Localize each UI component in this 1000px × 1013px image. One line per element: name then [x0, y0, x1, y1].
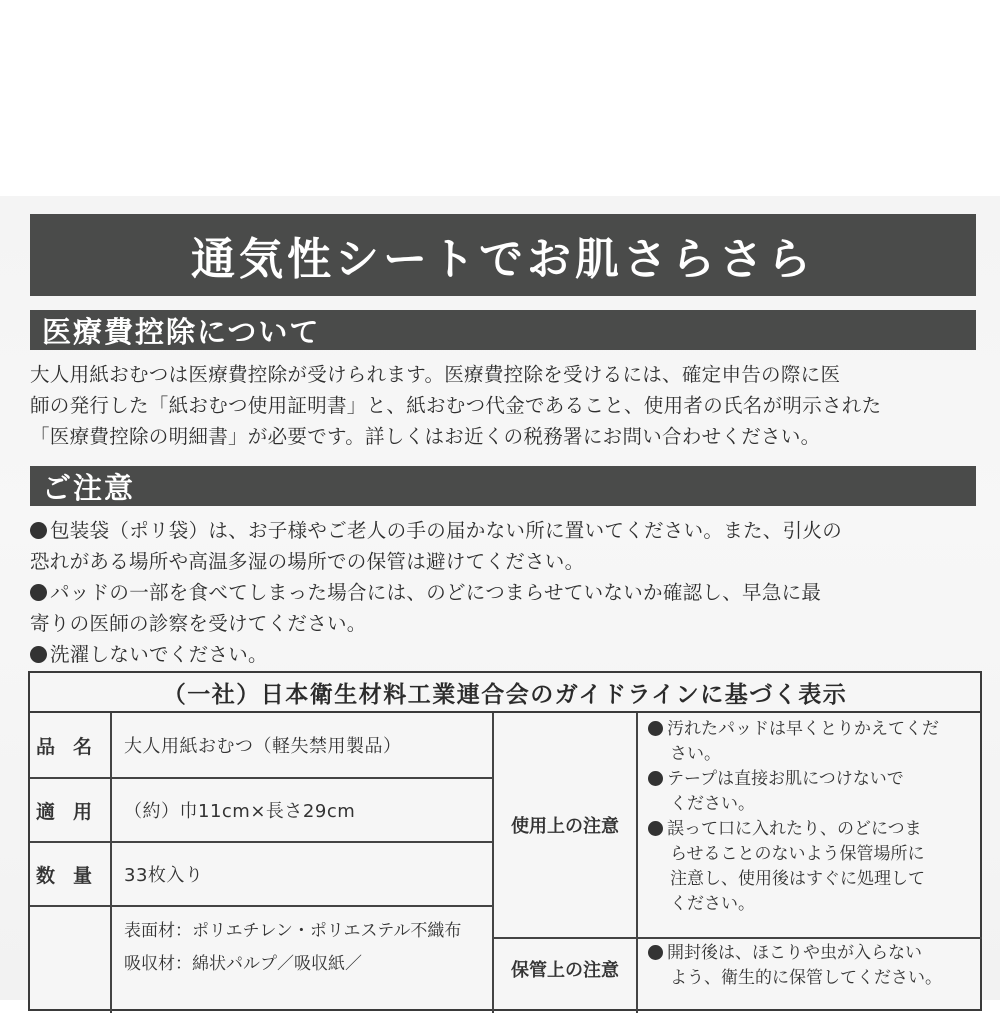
section-heading-caution: ご注意 — [30, 466, 976, 506]
bullet-icon — [648, 945, 663, 960]
note-item: 開封後は、ほこりや虫が入らない — [648, 941, 982, 966]
section-heading-medical-deduction: 医療費控除について — [30, 310, 976, 350]
note-line: よう、衛生的に保管してください。 — [670, 968, 942, 988]
bullet-icon — [648, 821, 663, 836]
note-line: ください。 — [670, 894, 755, 914]
note-item: 誤って口に入れたり、のどにつま — [648, 817, 982, 842]
bullet-icon — [30, 646, 47, 663]
paragraph-line: 「医療費控除の明細書」が必要です。詳しくはお近くの税務署にお問い合わせください。 — [30, 425, 821, 448]
bullet-icon — [30, 584, 47, 601]
label-product-name: 品名 — [36, 735, 111, 758]
list-item: 洗濯しないでください。 — [30, 639, 995, 670]
list-item-continuation: 恐れがある場所や高温多湿の場所での保管は避けてください。 — [30, 550, 585, 573]
guideline-table — [28, 671, 982, 1011]
value-quantity: 33枚入り — [124, 865, 204, 886]
note-line: ください。 — [670, 794, 755, 814]
note-item: 汚れたパッドは早くとりかえてくだ — [648, 717, 982, 742]
bullet-icon — [30, 522, 47, 539]
storage-caution-notes — [638, 941, 982, 1001]
label-storage-caution: 保管上の注意 — [511, 960, 619, 981]
list-item: パッドの一部を食べてしまった場合には、のどにつまらせていないか確認し、早急に最 — [30, 577, 995, 608]
banner-title: 通気性シートでお肌さらさら — [30, 214, 976, 296]
caution-list — [30, 515, 995, 670]
label-usage-caution: 使用上の注意 — [511, 816, 619, 837]
note-line: さい。 — [670, 744, 721, 764]
list-item-continuation: 寄りの医師の診察を受けてください。 — [30, 612, 367, 635]
bullet-icon — [648, 721, 663, 736]
value-product-name: 大人用紙おむつ（軽失禁用製品） — [124, 736, 402, 757]
value-materials — [112, 907, 492, 1013]
paragraph-line: 大人用紙おむつは医療費控除が受けられます。医療費控除を受けるには、確定申告の際に医 — [30, 363, 841, 386]
note-line: らせることのないよう保管場所に — [670, 844, 925, 864]
bullet-icon — [648, 771, 663, 786]
list-item: 包装袋（ポリ袋）は、お子様やご老人の手の届かない所に置いてください。また、引火の — [30, 515, 995, 546]
label-size: 適用 — [36, 800, 111, 823]
paragraph-line: 師の発行した「紙おむつ使用証明書」と、紙おむつ代金であること、使用者の氏名が明示された — [30, 394, 882, 417]
label-quantity: 数量 — [36, 864, 111, 887]
medical-deduction-text — [30, 359, 990, 452]
material-line: 吸収材：綿状パルプ／吸収紙／ — [124, 954, 362, 974]
note-item: テープは直接お肌につけないで — [648, 767, 982, 792]
value-size: （約）巾11cm×長さ29cm — [124, 801, 356, 822]
note-line: 注意し、使用後はすぐに処理して — [670, 869, 925, 889]
material-line: 表面材：ポリエチレン・ポリエステル不織布 — [124, 921, 462, 941]
table-title: （一社）日本衛生材料工業連合会のガイドラインに基づく表示 — [30, 673, 980, 713]
usage-caution-notes — [638, 717, 982, 937]
